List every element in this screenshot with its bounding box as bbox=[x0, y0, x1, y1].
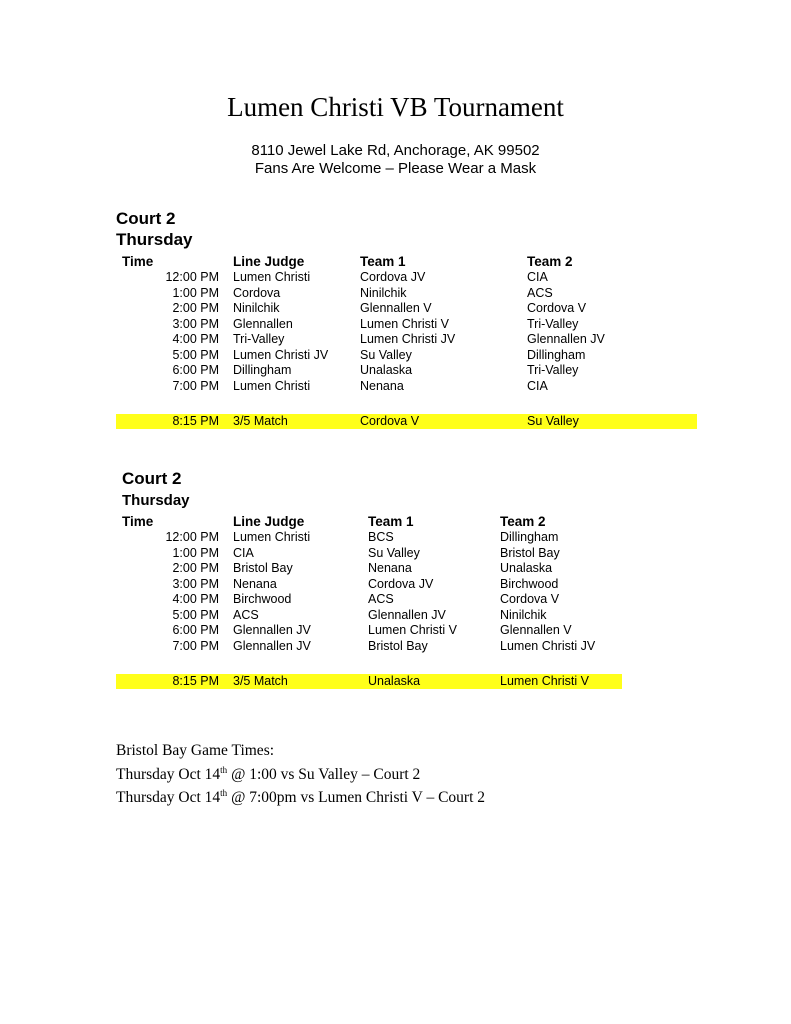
time-header: Time bbox=[122, 514, 154, 529]
notes-heading: Bristol Bay Game Times: bbox=[116, 742, 275, 759]
table-row bbox=[116, 561, 626, 577]
table-row bbox=[116, 608, 626, 624]
table-row bbox=[116, 348, 696, 364]
table-row bbox=[116, 317, 696, 333]
team1-cell: Cordova JV bbox=[368, 576, 434, 591]
table-header bbox=[116, 254, 696, 270]
team2-cell: Ninilchik bbox=[500, 607, 547, 622]
time-cell: 1:00 PM bbox=[172, 545, 219, 560]
line-judge-cell: CIA bbox=[233, 545, 254, 560]
note-superscript: th bbox=[220, 764, 228, 775]
time-cell: 8:15 PM bbox=[172, 414, 219, 428]
time-header: Time bbox=[122, 254, 154, 269]
time-cell: 5:00 PM bbox=[172, 347, 219, 362]
team1-cell: Nenana bbox=[360, 378, 404, 393]
team1-cell: Lumen Christi V bbox=[360, 316, 449, 331]
team2-cell: Cordova V bbox=[500, 592, 560, 606]
team2-cell: Tri-Valley bbox=[527, 363, 579, 377]
team1-cell: Su Valley bbox=[360, 347, 412, 362]
team2-cell: CIA bbox=[527, 270, 548, 284]
team2-cell: Lumen Christi V bbox=[500, 674, 589, 688]
line-judge-cell: Cordova bbox=[233, 285, 281, 300]
time-cell: 6:00 PM bbox=[172, 363, 219, 377]
team1-cell: Unalaska bbox=[360, 363, 413, 377]
note-line bbox=[116, 784, 485, 808]
schedule-table bbox=[116, 514, 626, 654]
table-row bbox=[116, 379, 696, 395]
team2-cell: Lumen Christi JV bbox=[500, 638, 596, 653]
time-cell: 12:00 PM bbox=[165, 530, 219, 544]
note-text: @ 1:00 vs Su Valley – Court 2 bbox=[227, 765, 421, 783]
table-row bbox=[116, 639, 626, 655]
line-judge-cell: Bristol Bay bbox=[233, 561, 293, 575]
team2-cell: Su Valley bbox=[527, 414, 579, 428]
time-cell: 3:00 PM bbox=[172, 316, 219, 331]
game-times-notes bbox=[116, 742, 485, 808]
line-judge-header: Line Judge bbox=[233, 514, 305, 529]
table-row bbox=[116, 286, 696, 302]
table-row bbox=[116, 546, 626, 562]
team2-cell: Glennallen JV bbox=[527, 332, 605, 346]
table-row bbox=[116, 332, 696, 348]
line-judge-cell: 3/5 Match bbox=[233, 674, 288, 688]
team1-header: Team 1 bbox=[360, 254, 406, 269]
time-cell: 8:15 PM bbox=[172, 674, 219, 688]
time-cell: 4:00 PM bbox=[172, 332, 219, 346]
table-row bbox=[116, 301, 696, 317]
team2-cell: Dillingham bbox=[527, 347, 586, 362]
line-judge-cell: Lumen Christi JV bbox=[233, 347, 329, 362]
team1-cell: Cordova JV bbox=[360, 270, 426, 284]
team1-cell: Lumen Christi V bbox=[368, 623, 457, 637]
team1-cell: Glennallen V bbox=[360, 301, 432, 315]
team1-cell: ACS bbox=[368, 592, 394, 606]
team1-cell: Glennallen JV bbox=[368, 607, 446, 622]
table-header bbox=[116, 514, 626, 530]
team2-cell: Birchwood bbox=[500, 576, 559, 591]
line-judge-cell: ACS bbox=[233, 607, 259, 622]
address: 8110 Jewel Lake Rd, Anchorage, AK 99502 bbox=[251, 142, 540, 159]
team1-cell: Bristol Bay bbox=[368, 638, 428, 653]
line-judge-cell: Lumen Christi bbox=[233, 378, 311, 393]
table-row bbox=[116, 592, 626, 608]
time-cell: 1:00 PM bbox=[172, 285, 219, 300]
table-row bbox=[116, 270, 696, 286]
table-row bbox=[116, 623, 626, 639]
line-judge-cell: Nenana bbox=[233, 576, 277, 591]
line-judge-header: Line Judge bbox=[233, 254, 305, 269]
time-cell: 4:00 PM bbox=[172, 592, 219, 606]
notice: Fans Are Welcome – Please Wear a Mask bbox=[254, 160, 537, 177]
team2-cell: CIA bbox=[527, 378, 548, 393]
line-judge-cell: Glennallen JV bbox=[233, 638, 311, 653]
line-judge-cell: Lumen Christi bbox=[233, 530, 311, 544]
court-heading: Court 2 bbox=[122, 469, 182, 488]
table-row bbox=[116, 530, 626, 546]
court-heading: Court 2 bbox=[116, 209, 176, 228]
team2-cell: Unalaska bbox=[500, 561, 553, 575]
time-cell: 6:00 PM bbox=[172, 623, 219, 637]
day-heading: Thursday bbox=[116, 230, 193, 249]
note-superscript: th bbox=[220, 788, 228, 799]
note-line bbox=[116, 761, 485, 785]
team1-cell: Lumen Christi JV bbox=[360, 332, 456, 346]
line-judge-cell: Tri-Valley bbox=[233, 332, 285, 346]
team1-header: Team 1 bbox=[368, 514, 414, 529]
line-judge-cell: Birchwood bbox=[233, 592, 292, 606]
team1-cell: Su Valley bbox=[368, 545, 420, 560]
team2-header: Team 2 bbox=[500, 514, 546, 529]
time-cell: 2:00 PM bbox=[172, 301, 219, 315]
line-judge-cell: Ninilchik bbox=[233, 301, 280, 315]
table-row bbox=[116, 363, 696, 379]
team2-cell: Cordova V bbox=[527, 301, 587, 315]
highlighted-match-row bbox=[116, 674, 622, 689]
note-text: Thursday Oct 14 bbox=[116, 789, 221, 807]
time-cell: 12:00 PM bbox=[165, 270, 219, 284]
line-judge-cell: Dillingham bbox=[233, 363, 292, 377]
note-text: @ 7:00pm vs Lumen Christi V – Court 2 bbox=[227, 789, 486, 807]
team2-cell: Dillingham bbox=[500, 530, 559, 544]
line-judge-cell: Glennallen bbox=[233, 316, 293, 331]
note-text: Thursday Oct 14 bbox=[116, 765, 221, 783]
team2-cell: ACS bbox=[527, 285, 553, 300]
time-cell: 2:00 PM bbox=[172, 561, 219, 575]
team2-cell: Tri-Valley bbox=[527, 316, 579, 331]
team2-cell: Glennallen V bbox=[500, 623, 572, 637]
team2-header: Team 2 bbox=[527, 254, 573, 269]
team1-cell: BCS bbox=[368, 530, 394, 544]
time-cell: 5:00 PM bbox=[172, 607, 219, 622]
schedule-table bbox=[116, 254, 696, 394]
time-cell: 7:00 PM bbox=[172, 378, 219, 393]
highlighted-match-row bbox=[116, 414, 697, 429]
table-row bbox=[116, 577, 626, 593]
line-judge-cell: Lumen Christi bbox=[233, 270, 311, 284]
team2-cell: Bristol Bay bbox=[500, 545, 560, 560]
page-title: Lumen Christi VB Tournament bbox=[227, 92, 564, 122]
time-cell: 7:00 PM bbox=[172, 638, 219, 653]
team1-cell: Ninilchik bbox=[360, 285, 407, 300]
line-judge-cell: Glennallen JV bbox=[233, 623, 311, 637]
team1-cell: Nenana bbox=[368, 561, 412, 575]
team1-cell: Unalaska bbox=[368, 674, 421, 688]
day-heading: Thursday bbox=[122, 492, 190, 509]
line-judge-cell: 3/5 Match bbox=[233, 414, 288, 428]
team1-cell: Cordova V bbox=[360, 414, 420, 428]
time-cell: 3:00 PM bbox=[172, 576, 219, 591]
